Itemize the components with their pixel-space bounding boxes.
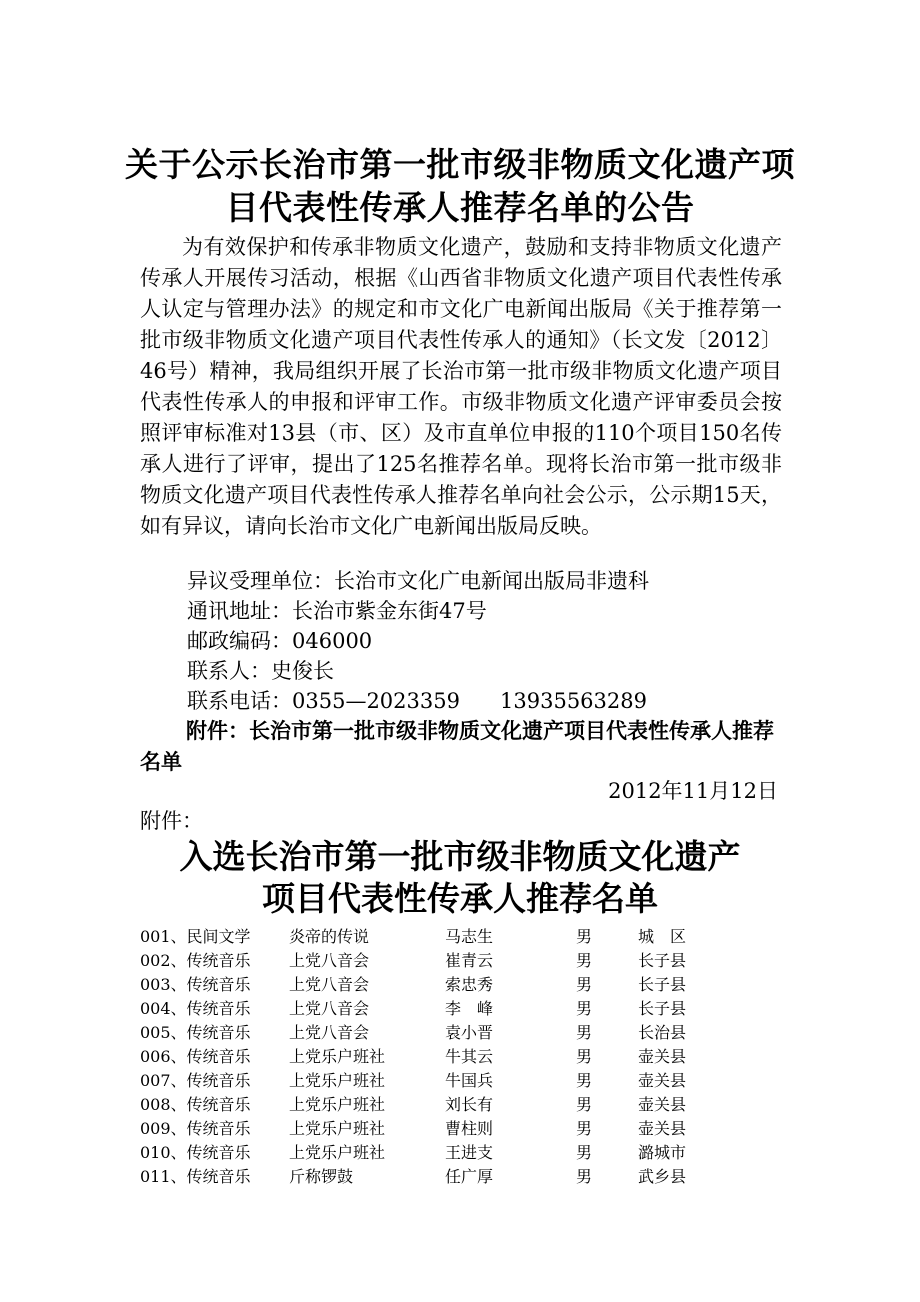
row-category: 008、传统音乐 (140, 1095, 251, 1114)
row-project: 上党乐户班社 (289, 1119, 386, 1138)
row-area: 壶关县 (638, 1047, 687, 1066)
attachment-label: 附件： (140, 809, 203, 833)
row-area: 潞城市 (638, 1143, 687, 1162)
row-sex: 男 (576, 951, 593, 970)
row-sex: 男 (576, 1095, 593, 1114)
row-sex: 男 (576, 1119, 593, 1138)
table-row (140, 1093, 720, 1117)
table-row (140, 949, 720, 973)
row-area: 壶关县 (638, 1071, 687, 1090)
table-row (140, 1045, 720, 1069)
inheritor-list (140, 925, 720, 1189)
notice-title-line-1: 关于公示长治市第一批市级非物质文化遗产项 (125, 145, 795, 184)
row-sex: 男 (576, 927, 593, 946)
list-title-line-1: 入选长治市第一批市级非物质文化遗产 (179, 837, 741, 876)
row-name: 索忠秀 (445, 975, 494, 994)
contact-person-line: 联系人：史俊长 (187, 659, 334, 683)
row-category: 010、传统音乐 (140, 1143, 251, 1162)
row-project: 上党八音会 (289, 975, 370, 994)
row-category: 003、传统音乐 (140, 975, 251, 994)
row-name: 李 峰 (445, 999, 494, 1018)
row-name: 曹柱则 (445, 1119, 494, 1138)
row-name: 牛国兵 (445, 1071, 494, 1090)
table-row (140, 973, 720, 997)
row-project: 上党乐户班社 (289, 1095, 386, 1114)
table-row (140, 1117, 720, 1141)
table-row (140, 1069, 720, 1093)
table-row (140, 1141, 720, 1165)
row-sex: 男 (576, 1023, 593, 1042)
row-area: 长子县 (638, 951, 687, 970)
row-sex: 男 (576, 975, 593, 994)
row-project: 上党八音会 (289, 951, 370, 970)
postcode-line: 邮政编码：046000 (187, 629, 373, 653)
row-area: 武乡县 (638, 1167, 687, 1186)
row-name: 袁小晋 (445, 1023, 494, 1042)
row-project: 上党八音会 (289, 1023, 370, 1042)
table-row (140, 1165, 720, 1189)
row-area: 壶关县 (638, 1095, 687, 1114)
row-project: 上党八音会 (289, 999, 370, 1018)
row-sex: 男 (576, 1143, 593, 1162)
row-category: 009、传统音乐 (140, 1119, 251, 1138)
row-area: 长治县 (638, 1023, 687, 1042)
row-category: 007、传统音乐 (140, 1071, 251, 1090)
row-sex: 男 (576, 1071, 593, 1090)
row-sex: 男 (576, 1167, 593, 1186)
row-project: 上党乐户班社 (289, 1071, 386, 1090)
row-name: 王进支 (445, 1143, 494, 1162)
row-category: 001、民间文学 (140, 927, 251, 946)
row-sex: 男 (576, 999, 593, 1018)
notice-body-paragraph: 为有效保护和传承非物质文化遗产，鼓励和支持非物质文化遗产传承人开展传习活动，根据《山西省非物质文化遗产项目代表性传承人认定与管理办法》的规定和市文化广电新闻出版局《关于推荐第一批市级非物质文化遗产项目代表性传承人的通知》（长文发〔2012〕46号）精神，我局组织开展了长治市第一批市级非物质文化遗产项目代表性传承人的申报和评审工作。市级非物质文化遗产评审委员会按照评审标准对13县（市、区）及市直单位申报的110个项目150名传承人进行了评审，提出了125名推荐名单。现将长治市第一批市级非物质文化遗产项目代表性传承人推荐名单向社会公示，公示期15天，如有异议，请向长治市文化广电新闻出版局反映。 (140, 235, 782, 538)
row-category: 002、传统音乐 (140, 951, 251, 970)
objection-unit-line: 异议受理单位：长治市文化广电新闻出版局非遗科 (187, 569, 649, 593)
row-area: 城 区 (638, 927, 687, 946)
row-project: 上党乐户班社 (289, 1047, 386, 1066)
row-category: 004、传统音乐 (140, 999, 251, 1018)
phone-line: 联系电话：0355—2023359 13935563289 (187, 689, 647, 713)
row-category: 006、传统音乐 (140, 1047, 251, 1066)
row-project: 斤称锣鼓 (289, 1167, 354, 1186)
attachment-note: 附件：长治市第一批市级非物质文化遗产项目代表性传承人推荐名单 (140, 718, 774, 774)
row-name: 崔青云 (445, 951, 494, 970)
row-project: 上党乐户班社 (289, 1143, 386, 1162)
row-category: 011、传统音乐 (140, 1167, 251, 1186)
table-row (140, 925, 720, 949)
row-area: 长子县 (638, 975, 687, 994)
notice-date: 2012年11月12日 (608, 779, 778, 803)
row-area: 长子县 (638, 999, 687, 1018)
row-name: 牛其云 (445, 1047, 494, 1066)
row-name: 任广厚 (445, 1167, 494, 1186)
notice-title-line-2: 目代表性传承人推荐名单的公告 (225, 188, 695, 227)
table-row (140, 1021, 720, 1045)
row-area: 壶关县 (638, 1119, 687, 1138)
table-row (140, 997, 720, 1021)
row-sex: 男 (576, 1047, 593, 1066)
row-project: 炎帝的传说 (289, 927, 370, 946)
list-title-line-2: 项目代表性传承人推荐名单 (262, 879, 658, 918)
row-name: 刘长有 (445, 1095, 494, 1114)
address-line: 通讯地址：长治市紫金东街47号 (187, 599, 487, 623)
row-category: 005、传统音乐 (140, 1023, 251, 1042)
row-name: 马志生 (445, 927, 494, 946)
